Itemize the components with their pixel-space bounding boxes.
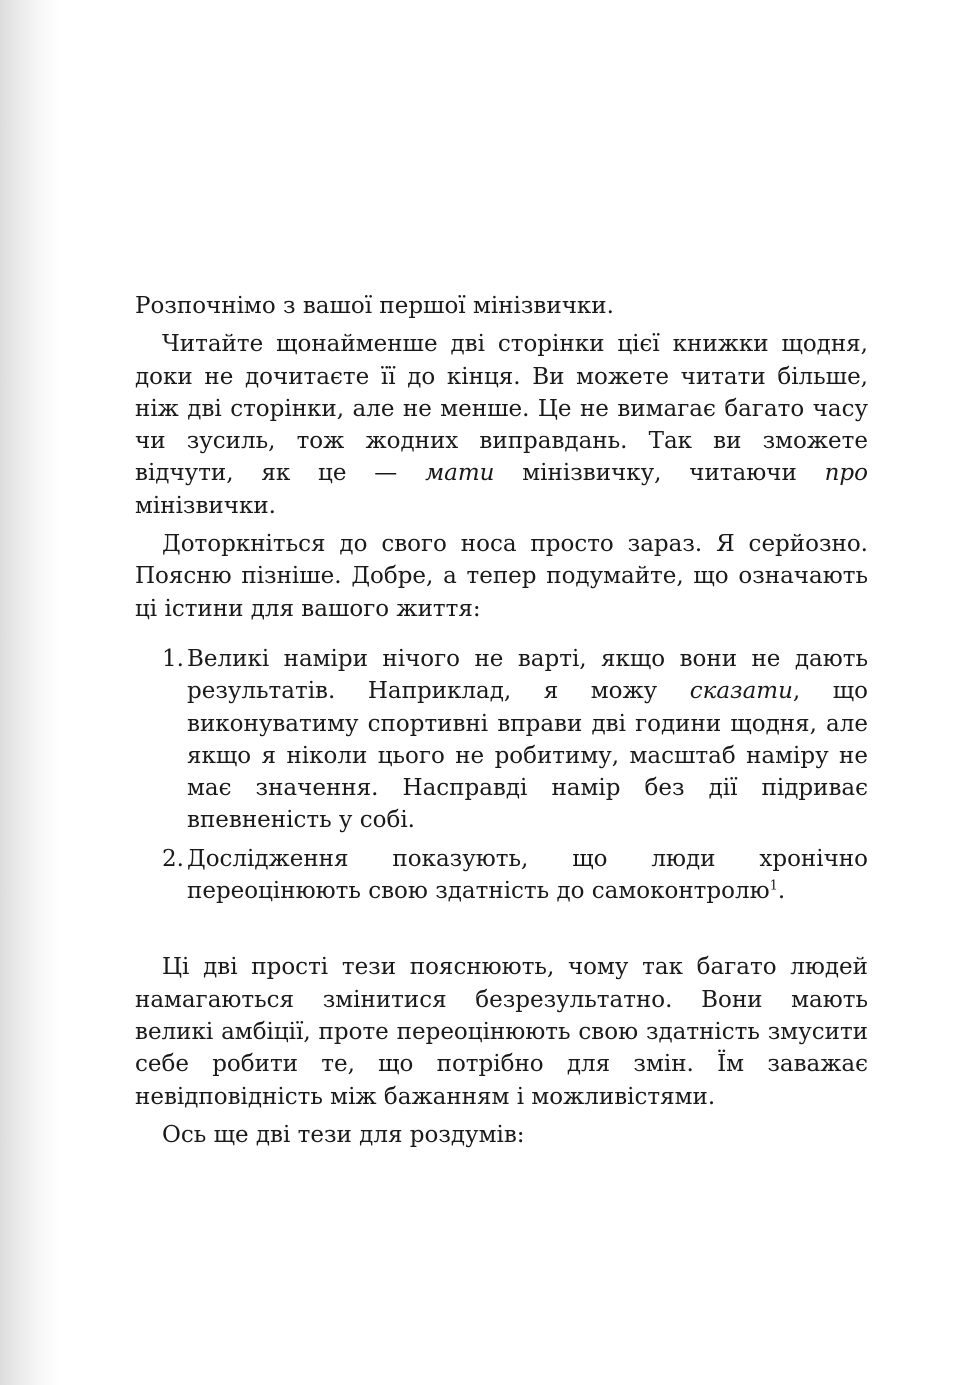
emphasis-text: сказати — [689, 678, 793, 705]
page-gutter-shadow — [0, 0, 60, 1385]
paragraph-touch-nose: Доторкніться до свого носа просто зараз. Я серйозно. Поясню пізніше. Добре, а тепер подумайте, що означають ці істини для вашого життя: — [135, 531, 868, 622]
paragraph-text: мінізвички. — [135, 492, 276, 519]
list-text: , що виконуватиму спортивні вправи дві години щодня, але якщо я ніколи цього не робитиму, масштаб наміру не має значення. Насправді намір без дії підриває впевненість у собі. — [187, 678, 868, 834]
list-item — [135, 843, 868, 908]
list-text: . — [777, 878, 786, 905]
paragraph-text: Читайте щонайменше дві сторінки цієї книжки щодня, доки не дочитаєте її до кінця. Ви можете читати більше, ніж дві сторінки, але не менше. Це не вимагає багато часу чи зусиль, тож жодних виправдань. Так ви зможете відчути, як це — — [135, 331, 868, 487]
paragraph-text: мінізвичку, читаючи — [494, 460, 825, 487]
list-text: Дослідження показують, що люди хронічно переоцінюють свою здатність до самоконтролю — [187, 845, 868, 905]
numbered-list — [135, 643, 868, 907]
list-number: 2. — [162, 845, 184, 872]
list-number: 1. — [162, 645, 184, 672]
spacer — [135, 913, 868, 951]
paragraph-reading-habit — [135, 328, 868, 522]
list-text: Великі наміри нічого не варті, якщо вони не дають результатів. Наприклад, я можу — [187, 645, 868, 705]
emphasis-text: про — [824, 460, 868, 487]
list-item — [135, 643, 868, 837]
footnote-marker: 1 — [769, 878, 778, 894]
body-text — [135, 290, 868, 1157]
paragraph-intro: Розпочнімо з вашої першої мінізвички. — [135, 293, 614, 319]
paragraph-more-theses: Ось ще дві тези для роздумів: — [162, 1121, 525, 1148]
emphasis-text: мати — [425, 460, 495, 487]
paragraph-two-theses: Ці дві прості тези пояснюють, чому так багато людей намагаються змінитися безрезультатно. Вони мають великі амбіції, проте переоцінюють свою здатність змусити себе робити те, що потрібно для змін. Їм заважає невідповідність між бажанням і можливістями. — [135, 954, 868, 1110]
